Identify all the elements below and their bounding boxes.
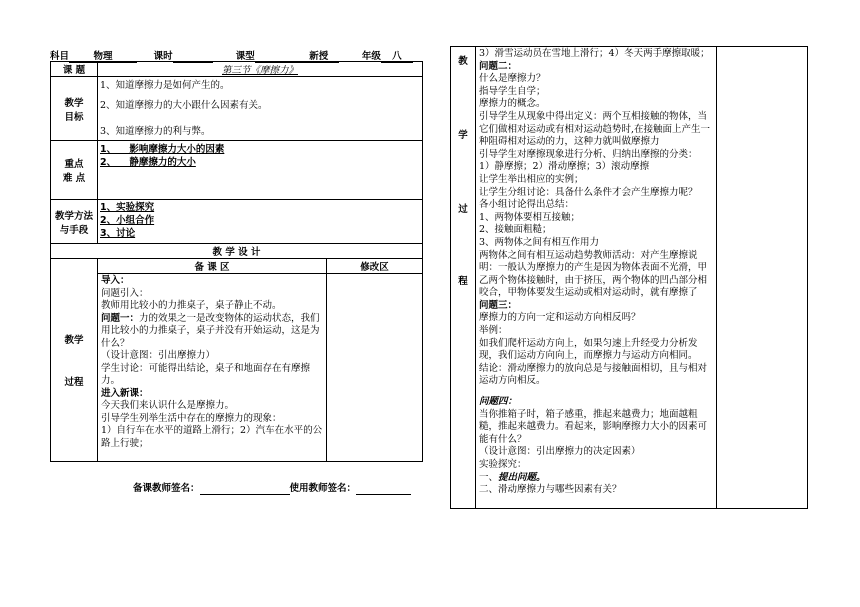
use-teacher-label: 使用教师签名： [289,483,357,494]
step-two: 二、滑动摩擦力与哪些因素有关？ [479,484,622,496]
process-label-line1: 教学 [64,335,84,346]
design-title: 教 学 设 计 [51,244,423,259]
content-line: 引导学生对摩擦现象进行分析、归纳出摩擦的分类： [479,148,698,160]
goals-label-line1: 教学 [64,97,84,109]
question-one-label: 问题一： [101,312,140,324]
topic-label: 课 题 [51,62,98,77]
side-char: 程 [458,276,468,287]
new-lesson-title: 进入新课： [101,387,149,399]
signature-line [133,480,411,495]
content-line: 实验探究： [479,459,527,470]
intro-title: 导入： [101,275,130,286]
right-revise-area [717,47,808,509]
subject-value: 物理 [69,48,137,63]
question-four-title: 问题四： [479,396,518,408]
content-line: 什么是摩擦力？ [479,73,546,85]
content-line: 1）静摩擦；2）滑动摩擦；3）滚动摩擦 [479,161,650,173]
new-lesson-line: 今天我们来认识什么是摩擦力。 [101,400,235,411]
content-line: 各小组讨论得出总结： [479,199,575,211]
content-paragraph: 当你推箱子时，箱子感重，推起来越费力；地面越粗糙，推起来越费力。看起来，影响摩擦力大小的因素可能有什么？ [479,408,708,445]
question-one-text: 力的效果之一是改变物体的运动状态，我们用比较小的力推桌子，桌子并没有开始运动，这是为什么？ [101,312,320,349]
methods-label-line2: 与手段 [59,224,89,236]
use-teacher-blank [356,483,411,495]
type-label: 课型 [235,51,255,62]
right-content [476,47,717,509]
goal-item: 3、知道摩擦力的利与弊。 [100,126,211,137]
side-char: 教 [458,56,468,67]
keypoint-item [100,156,420,169]
revise-area-header: 修改区 [327,259,423,274]
content-line: 2、接触面粗糙； [479,224,552,236]
methods-label [51,200,98,244]
content-line: 举例： [479,325,508,337]
goals-cell [98,77,423,141]
revise-area-content [327,274,423,462]
question-one [101,313,323,351]
intro-line: 问题引入： [101,287,149,299]
left-lesson-table [50,61,423,462]
question-two-title: 问题二： [479,60,518,72]
right-lesson-table [450,46,808,509]
content-paragraph: 两物体之间有相互运动趋势教师活动：对产生摩擦说明：一般认为摩擦力的产生是因为物体表面不光滑，甲乙两个物体接触时，由于挤压，两个物体的凹凸部分相咬合，甲物体要发生运动或相对运动时，就有摩擦了 [479,249,708,299]
process-label-line2: 过程 [64,377,84,388]
right-side-label [451,47,476,509]
question-three-title: 问题三： [479,299,518,311]
method-item: 2、小组合作 [100,215,155,226]
content-line: 3、两物体之间有相互作用力 [479,236,600,248]
content-line: 让学生举出相应的实例； [479,173,584,185]
keypoint-text: 2、 静摩擦力的大小 [100,157,196,168]
new-lesson-line: 引导学生列举生活中存在的摩擦力的现象： [101,412,282,424]
keypoints-label-line1: 重点 [64,159,84,170]
topic-value: 第三节《摩擦力》 [98,62,423,77]
prep-area-header: 备 课 区 [98,259,327,274]
goals-label-line2: 目标 [64,111,84,123]
goal-item: 1、知道摩擦力是如何产生的。 [100,80,230,91]
keypoints-label-line2: 难 点 [62,173,86,184]
keypoints-cell [98,141,423,200]
step-one [479,472,713,485]
keypoint-text: 1、 影响摩擦力大小的因素 [100,144,225,155]
prep-area-content [98,274,327,462]
goals-label [51,77,98,141]
method-item: 3、讨论 [100,228,136,239]
content-line: 1、两物体要相互接触； [479,211,581,223]
grade-value: 八 [381,48,413,63]
methods-cell [98,200,423,244]
content-line: （设计意图：引出摩擦力的决定因素） [479,446,641,458]
prep-teacher-label: 备课教师签名： [133,483,200,494]
design-note: （设计意图：引出摩擦力） [101,350,216,361]
period-label: 课时 [153,51,173,62]
content-line: 让学生分组讨论：具备什么条件才会产生摩擦力呢？ [479,186,698,198]
content-paragraph: 引导学生从现象中得出定义：两个互相接触的物体，当它们做相对运动或有相对运动趋势时,在接触面上产生一种阻碍相对运动的力，这种力就叫做摩擦力 [479,110,711,148]
intro-line: 教师用比较小的力推桌子，桌子静止不动。 [101,300,282,311]
grade-label: 年级 [361,51,381,62]
content-line: 3）滑雪运动员在雪地上滑行；4）冬天两手摩擦取暖； [479,48,710,59]
content-line: 摩擦力的概念。 [479,98,546,110]
process-label [51,259,98,462]
subject-label: 科目 [50,51,70,62]
prep-teacher-blank [200,483,290,495]
goal-item: 2、知道摩擦力的大小跟什么因素有关。 [100,100,268,111]
methods-label-line1: 教学方法 [54,210,93,222]
step-one-text: 提出问题。 [498,471,546,483]
content-line: 摩擦力的方向一定和运动方向相反吗？ [479,312,641,324]
side-char: 学 [458,130,468,141]
method-item: 1、实验探究 [100,202,155,213]
type-value: 新授 [299,48,339,63]
content-paragraph: 如我们爬杆运动方向上，如果匀速上升经受力分析发现，我们运动方向向上，而摩擦力与运动方向相同。 [479,337,698,362]
content-paragraph: 结论：滑动摩擦力的放向总是与接触面相切，且与相对运动方向相反。 [479,362,708,387]
step-one-num: 一、 [479,471,499,483]
content-line: 指导学生自学； [479,85,546,97]
keypoints-label [51,141,98,200]
side-char: 过 [458,204,468,215]
discussion-text: 学生讨论：可能得出结论，桌子和地面存在有摩擦力。 [101,362,311,386]
keypoint-item [100,143,420,156]
new-lesson-line: 1）自行车在水平的道路上滑行；2）汽车在水平的公路上行驶； [101,425,323,449]
